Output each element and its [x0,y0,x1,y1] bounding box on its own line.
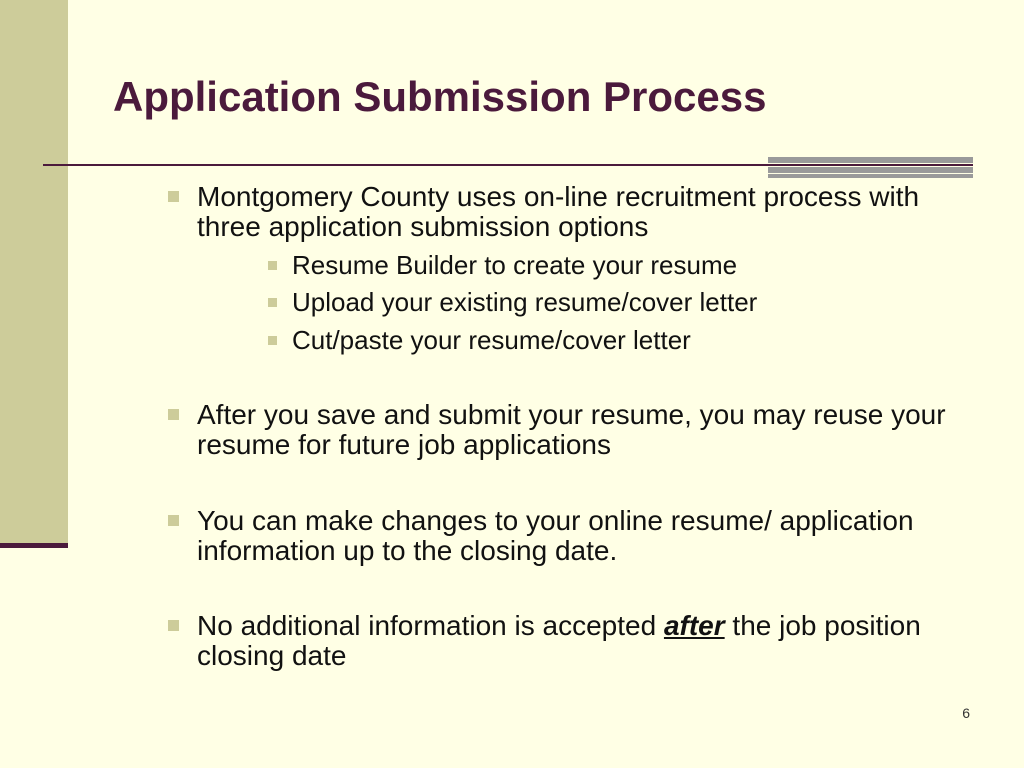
square-bullet-icon [268,261,277,270]
square-bullet-icon [168,191,179,202]
sub-bullet-text: Resume Builder to create your resume [292,250,738,280]
square-bullet-icon [268,298,277,307]
bullet-text-before: No additional information is accepted [197,610,664,641]
square-bullet-icon [168,515,179,526]
emphasis-after: after [663,610,725,641]
bullet-text: Montgomery County uses on-line recruitment process with three application submission options [197,181,920,242]
sub-bullet-item [268,250,948,280]
bullet-item [168,506,958,566]
square-bullet-icon [268,336,277,345]
square-bullet-icon [168,409,179,420]
sub-bullet-text: Cut/paste your resume/cover letter [292,325,691,355]
bullet-item [168,400,958,460]
bullet-item [168,611,958,671]
sub-bullet-text: Upload your existing resume/cover letter [292,287,758,317]
square-bullet-icon [168,620,179,631]
page-number: 6 [962,705,970,721]
bullet-text: After you save and submit your resume, you may reuse your resume for future job applications [197,399,946,460]
sub-bullet-item [268,287,948,317]
bullet-text-after: the job position closing date [197,610,921,671]
bullet-text [197,611,958,671]
bullet-text: You can make changes to your online resume/ application information up to the closing date. [197,505,914,566]
slide-title: Application Submission Process [113,73,767,120]
sub-bullet-item [268,325,948,355]
bullet-item [168,182,958,242]
